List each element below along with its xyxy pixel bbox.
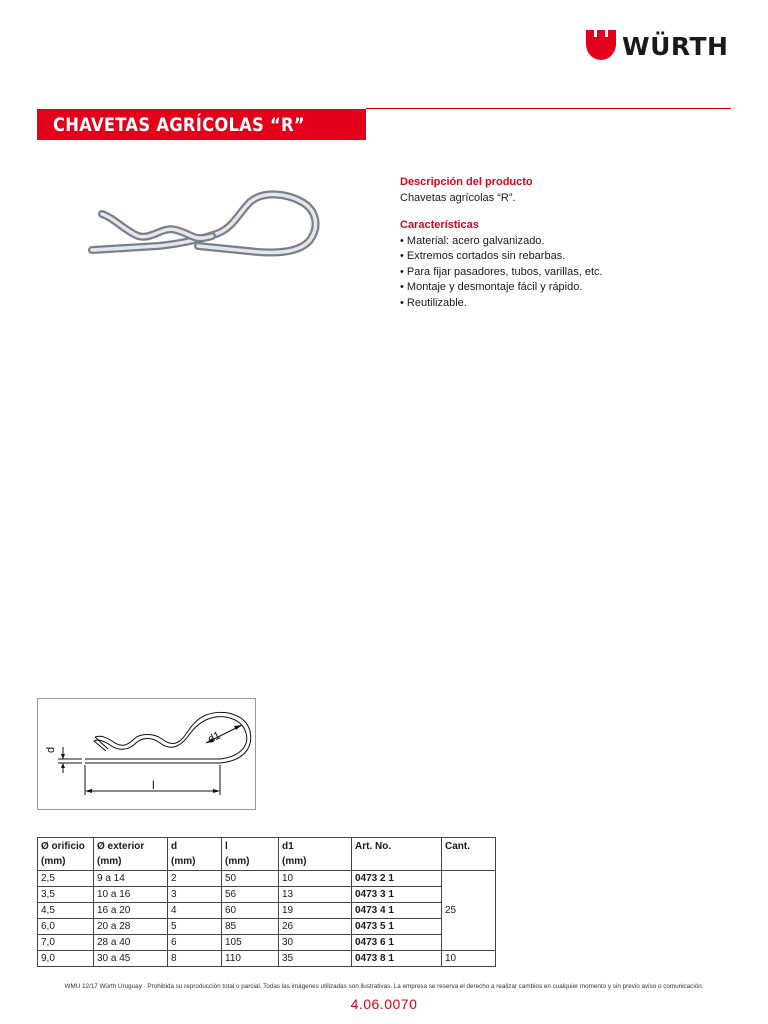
- column-header: Ø orificio (mm): [38, 838, 94, 871]
- description-block: [400, 175, 740, 311]
- table-cell: 3: [168, 887, 222, 903]
- wurth-logo-mark-icon: [584, 28, 618, 62]
- table-cell: 6,0: [38, 919, 94, 935]
- table-row: [38, 919, 496, 935]
- column-header: l (mm): [222, 838, 279, 871]
- table-cell: 85: [222, 919, 279, 935]
- table-cell: 30: [279, 935, 352, 951]
- drawing-label-d1: d1: [206, 729, 223, 746]
- table-cell: 16 a 20: [94, 903, 168, 919]
- table-cell: 9,0: [38, 951, 94, 967]
- features-list: [400, 234, 740, 312]
- header-rule: [366, 108, 731, 109]
- quantity-cell: 25: [442, 871, 496, 951]
- table-cell: 5: [168, 919, 222, 935]
- quantity-cell: 10: [442, 951, 496, 967]
- table-cell: 3,5: [38, 887, 94, 903]
- column-header: Cant.: [442, 838, 496, 871]
- table-cell: 28 a 40: [94, 935, 168, 951]
- feature-item: • Material: acero galvanizado.: [400, 234, 545, 247]
- table-cell: 105: [222, 935, 279, 951]
- feature-item: • Para fijar pasadores, tubos, varillas, etc.: [400, 265, 603, 278]
- art-no-cell: 0473 2 1: [352, 871, 442, 887]
- table-cell: 9 a 14: [94, 871, 168, 887]
- table-cell: 10 a 16: [94, 887, 168, 903]
- spec-table: [37, 837, 496, 967]
- table-cell: 50: [222, 871, 279, 887]
- feature-item: • Reutilizable.: [400, 296, 467, 309]
- art-no-cell: 0473 6 1: [352, 935, 442, 951]
- table-cell: 13: [279, 887, 352, 903]
- art-no-cell: 0473 8 1: [352, 951, 442, 967]
- table-cell: 2,5: [38, 871, 94, 887]
- table-header-row: [38, 838, 496, 871]
- table-cell: 8: [168, 951, 222, 967]
- column-header: d (mm): [168, 838, 222, 871]
- table-cell: 26: [279, 919, 352, 935]
- table-cell: 30 a 45: [94, 951, 168, 967]
- table-cell: 4: [168, 903, 222, 919]
- features-heading: Características: [400, 219, 479, 231]
- table-cell: 56: [222, 887, 279, 903]
- table-cell: 4,5: [38, 903, 94, 919]
- table-row: [38, 903, 496, 919]
- table-cell: 2: [168, 871, 222, 887]
- table-cell: 20 a 28: [94, 919, 168, 935]
- technical-drawing: [37, 698, 256, 810]
- footer-disclaimer: WMU 12/17 Würth Uruguay · Prohibida su reproducción total o parcial. Todas las imágenes utilizadas son ilustrativas. La empresa se reserva el derecho a realizar cambios en cualquier momento y sin previo aviso o comunicación.: [64, 983, 704, 990]
- column-header: Ø exterior (mm): [94, 838, 168, 871]
- table-cell: 10: [279, 871, 352, 887]
- table-row: [38, 871, 496, 887]
- wurth-logo: [584, 28, 734, 68]
- art-no-cell: 0473 4 1: [352, 903, 442, 919]
- table-row: [38, 951, 496, 967]
- table-row: [38, 935, 496, 951]
- table-cell: 35: [279, 951, 352, 967]
- drawing-label-l: l: [152, 778, 155, 792]
- table-cell: 7,0: [38, 935, 94, 951]
- description-heading: Descripción del producto: [400, 176, 533, 188]
- drawing-label-d: d: [45, 746, 57, 753]
- table-cell: 6: [168, 935, 222, 951]
- art-no-cell: 0473 3 1: [352, 887, 442, 903]
- page-number: 4.06.0070: [350, 996, 418, 1012]
- description-text: Chavetas agrícolas “R”.: [400, 191, 516, 204]
- column-header: d1 (mm): [279, 838, 352, 871]
- table-cell: 60: [222, 903, 279, 919]
- title-bar: [37, 109, 366, 140]
- column-header: Art. No.: [352, 838, 442, 871]
- feature-item: • Extremos cortados sin rebarbas.: [400, 250, 566, 262]
- product-image: [88, 188, 328, 278]
- table-row: [38, 887, 496, 903]
- art-no-cell: 0473 5 1: [352, 919, 442, 935]
- feature-item: • Montaje y desmontaje fácil y rápido.: [400, 281, 583, 293]
- brand-name: WÜRTH: [622, 32, 729, 61]
- table-cell: 110: [222, 951, 279, 967]
- page-title: CHAVETAS AGRÍCOLAS “R”: [53, 114, 305, 136]
- table-cell: 19: [279, 903, 352, 919]
